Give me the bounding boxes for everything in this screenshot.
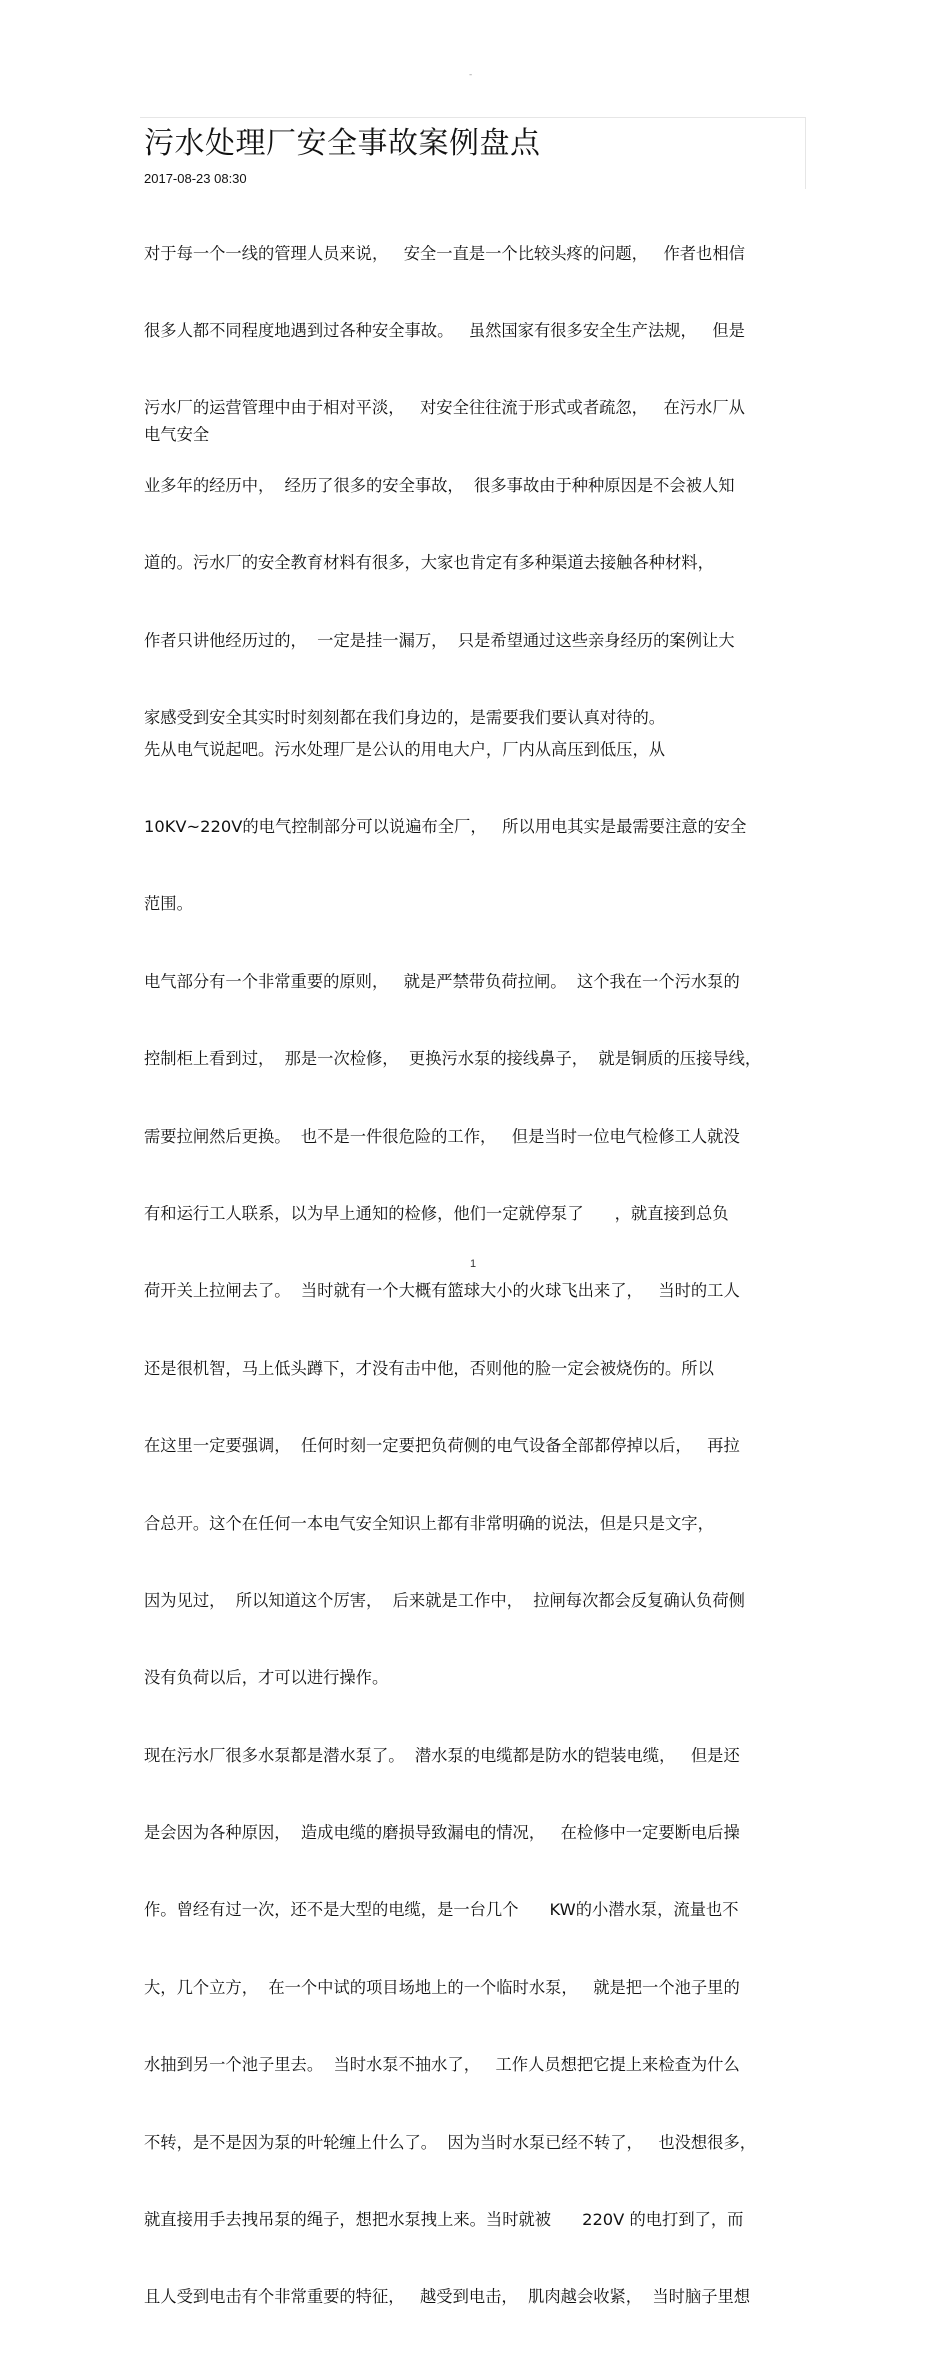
section-heading: 电气安全: [144, 424, 210, 444]
intro-line: 道的。污水厂的安全教育材料有很多，大家也肯定有多种渠道去接触各种材料，: [144, 553, 714, 573]
body-line: 就直接用手去拽吊泵的绳子，想把水泵拽上来。当时就被 220V 的电打到了，而: [144, 2210, 744, 2230]
body-text: [144, 685, 814, 2362]
body-line: 范围。: [144, 894, 193, 914]
body-line: 且人受到电击有个非常重要的特征， 越受到电击， 肌肉越会收紧， 当时脑子里想: [144, 2287, 751, 2307]
body-line: 没有负荷以后，才可以进行操作。: [144, 1668, 389, 1688]
body-line: 控制柜上看到过， 那是一次检修， 更换污水泵的接线鼻子， 就是铜质的压接导线，: [144, 1049, 762, 1069]
intro-line: 对于每一个一线的管理人员来说， 安全一直是一个比较头疼的问题， 作者也相信: [144, 243, 745, 263]
intro-line: 很多人都不同程度地遇到过各种安全事故。 虽然国家有很多安全生产法规， 但是: [144, 320, 745, 340]
body-line: 不转，是不是因为泵的叶轮缠上什么了。 因为当时水泵已经不转了， 也没想很多，: [144, 2132, 757, 2152]
body-line: 有和运行工人联系，以为早上通知的检修，他们一定就停泵了 ，就直接到总负: [144, 1203, 729, 1223]
body-line: 大，几个立方， 在一个中试的项目场地上的一个临时水泵， 就是把一个池子里的: [144, 1977, 740, 1997]
intro-line: 污水厂的运营管理中由于相对平淡， 对安全往往流于形式或者疏忽， 在污水厂从: [144, 398, 745, 418]
intro-line: 家感受到安全其实时时刻刻都在我们身边的，是需要我们要认真对待的。: [144, 707, 666, 727]
article-date: 2017-08-23 08:30: [144, 171, 247, 186]
intro-line: 作者只讲他经历过的， 一定是挂一漏万， 只是希望通过这些亲身经历的案例让大: [144, 630, 735, 650]
body-line: 因为见过， 所以知道这个厉害， 后来就是工作中， 拉闸每次都会反复确认负荷侧: [144, 1590, 745, 1610]
body-line: 需要拉闸然后更换。 也不是一件很危险的工作， 但是当时一位电气检修工人就没: [144, 1126, 740, 1146]
article-title: 污水处理厂安全事故案例盘点: [144, 126, 541, 161]
page-top-mark: -: [469, 70, 473, 80]
body-line: 还是很机智，马上低头蹲下，才没有击中他，否则他的脸一定会被烧伤的。所以: [144, 1358, 714, 1378]
body-line: 荷开关上拉闸去了。 当时就有一个大概有篮球大小的火球飞出来了， 当时的工人: [144, 1281, 740, 1301]
body-line: 10KV~220V的电气控制部分可以说遍布全厂， 所以用电其实是最需要注意的安全: [144, 816, 747, 836]
body-line: 现在污水厂很多水泵都是潜水泵了。 潜水泵的电缆都是防水的铠装电缆， 但是还: [144, 1745, 740, 1765]
body-line: 是会因为各种原因， 造成电缆的磨损导致漏电的情况， 在检修中一定要断电后操: [144, 1823, 740, 1843]
section-heading-electrical-safety: [144, 370, 814, 499]
body-line: 先从电气说起吧。污水处理厂是公认的用电大户，厂内从高压到低压，从: [144, 739, 666, 759]
page-number: 1: [470, 1258, 477, 1270]
body-line: 作。曾经有过一次，还不是大型的电缆，是一台几个 KW的小潜水泵，流量也不: [144, 1900, 739, 1920]
body-line: 在这里一定要强调， 任何时刻一定要把负荷侧的电气设备全部都停掉以后， 再拉: [144, 1436, 740, 1456]
body-line: 水抽到另一个池子里去。 当时水泵不抽水了， 工作人员想把它提上来检查为什么: [144, 2055, 740, 2075]
body-line: 电气部分有一个非常重要的原则， 就是严禁带负荷拉闸。 这个我在一个污水泵的: [144, 971, 740, 991]
body-line: 合总开。这个在任何一本电气安全知识上都有非常明确的说法，但是只是文字，: [144, 1513, 714, 1533]
intro-line: 业多年的经历中， 经历了很多的安全事故， 很多事故由于种种原因是不会被人知: [144, 475, 735, 495]
